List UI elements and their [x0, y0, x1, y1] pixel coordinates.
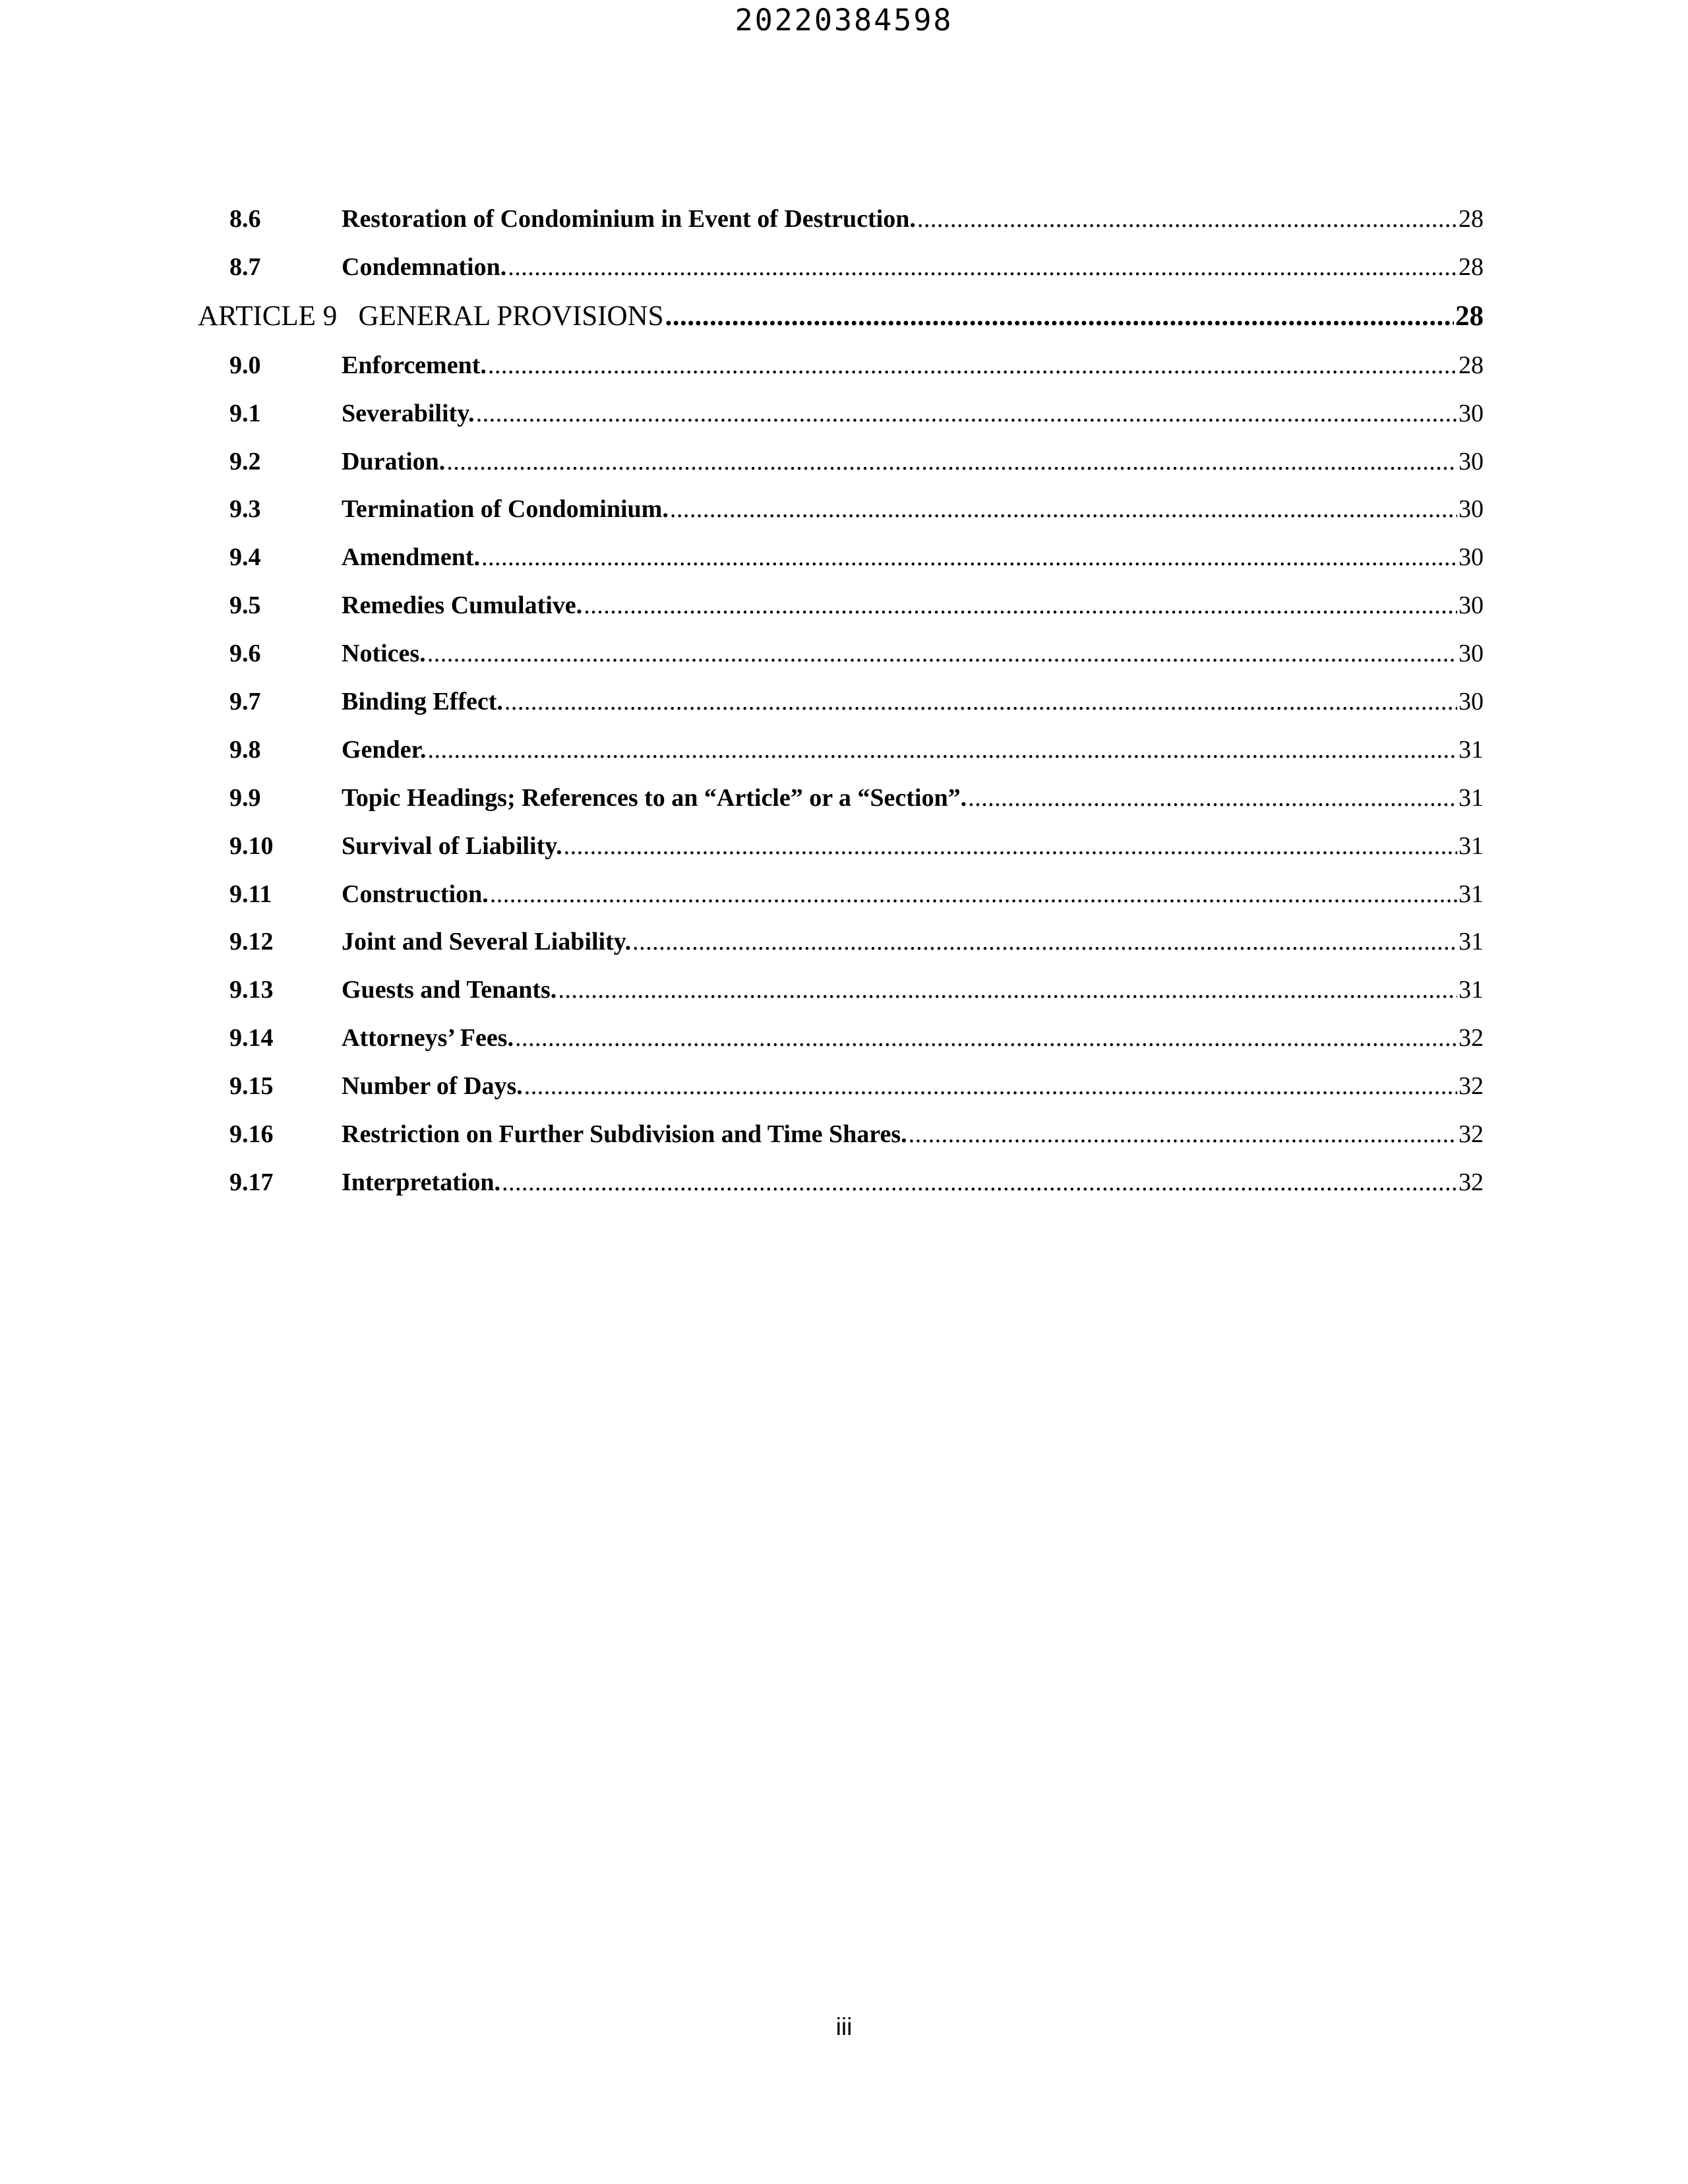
toc-entry-number: 9.8	[229, 735, 261, 764]
toc-entry-page: 32	[1459, 1168, 1484, 1196]
toc-entry-9-0[interactable]	[198, 342, 1484, 390]
toc-entry-page: 30	[1459, 640, 1484, 668]
toc-entry-8-7[interactable]	[198, 243, 1484, 291]
toc-entry-8-6[interactable]	[198, 195, 1484, 243]
dot-leader	[917, 195, 1457, 243]
toc-entry-page: 31	[1459, 976, 1484, 1004]
toc-entry-9-17[interactable]	[198, 1159, 1484, 1207]
dot-leader	[968, 774, 1457, 822]
dot-leader	[427, 726, 1457, 774]
toc-entry-title: Termination of Condominium.	[342, 495, 669, 524]
toc-entry-number: 9.0	[229, 351, 261, 379]
toc-entry-title: Interpretation.	[342, 1168, 500, 1196]
toc-entry-number: 8.6	[229, 205, 261, 233]
toc-entry-page: 30	[1459, 543, 1484, 572]
toc-entry-number: 9.3	[229, 495, 261, 524]
toc-entry-number: 9.9	[229, 783, 261, 812]
dot-leader	[558, 966, 1457, 1014]
toc-entry-title: Construction.	[342, 880, 489, 908]
toc-entry-number: 9.5	[229, 592, 261, 620]
toc-entry-number: 9.17	[229, 1168, 274, 1196]
dot-leader	[490, 870, 1457, 919]
toc-entry-9-16[interactable]	[198, 1110, 1484, 1159]
toc-entry-page: 31	[1459, 928, 1484, 956]
dot-leader	[504, 678, 1457, 726]
toc-entry-9-14[interactable]	[198, 1014, 1484, 1062]
toc-entry-page: 30	[1459, 399, 1484, 427]
toc-entry-title: Amendment.	[342, 543, 481, 572]
toc-entry-title: Enforcement.	[342, 351, 487, 379]
toc-entry-number: 9.2	[229, 447, 261, 475]
toc-entry-title: Condemnation.	[342, 253, 507, 281]
dot-leader	[508, 243, 1457, 291]
toc-entry-title: Gender.	[342, 735, 427, 764]
toc-article-page: 28	[1455, 300, 1484, 332]
toc-entry-title: Topic Headings; References to an “Article” or a “Section”.	[342, 783, 967, 812]
toc-entry-page: 31	[1459, 832, 1484, 860]
toc-entry-number: 9.13	[229, 976, 274, 1004]
dot-leader	[564, 822, 1457, 870]
toc-entry-9-11[interactable]	[198, 870, 1484, 919]
toc-entry-title: Duration.	[342, 447, 446, 475]
toc-entry-page: 28	[1459, 253, 1484, 281]
toc-entry-9-3[interactable]	[198, 485, 1484, 533]
dot-leader	[481, 533, 1457, 582]
toc-entry-page: 32	[1459, 1072, 1484, 1101]
toc-entry-number: 9.4	[229, 543, 261, 572]
toc-entry-title: Survival of Liability.	[342, 832, 562, 860]
toc-entry-title: Restoration of Condominium in Event of Destruction.	[342, 205, 916, 233]
toc-entry-number: 9.14	[229, 1024, 274, 1052]
dot-leader	[427, 630, 1457, 678]
toc-entry-9-10[interactable]	[198, 822, 1484, 870]
toc-entry-title: Remedies Cumulative.	[342, 592, 583, 620]
toc-entry-number: 9.16	[229, 1120, 274, 1149]
toc-entry-title: Notices.	[342, 640, 426, 668]
dot-leader	[502, 1159, 1457, 1207]
toc-article-title: ARTICLE 9 GENERAL PROVISIONS	[198, 300, 664, 332]
toc-entry-page: 31	[1459, 735, 1484, 764]
toc-entry-title: Number of Days.	[342, 1072, 523, 1101]
dot-leader	[446, 438, 1457, 486]
toc-entry-number: 8.7	[229, 253, 261, 281]
toc-entry-9-1[interactable]	[198, 390, 1484, 438]
toc-entry-number: 9.6	[229, 640, 261, 668]
toc-entry-page: 30	[1459, 592, 1484, 620]
toc-entry-page: 28	[1459, 205, 1484, 233]
toc-entry-9-4[interactable]	[198, 533, 1484, 582]
toc-entry-9-12[interactable]	[198, 918, 1484, 966]
document-number: 20220384598	[735, 3, 953, 38]
table-of-contents	[198, 195, 1484, 1207]
dot-leader	[515, 1014, 1457, 1062]
toc-entry-page: 32	[1459, 1024, 1484, 1052]
toc-entry-page: 28	[1459, 351, 1484, 379]
toc-entry-9-8[interactable]	[198, 726, 1484, 774]
toc-entry-number: 9.12	[229, 928, 274, 956]
toc-entry-9-13[interactable]	[198, 966, 1484, 1014]
toc-entry-title: Severability.	[342, 399, 475, 427]
page-number-footer: iii	[835, 2013, 853, 2040]
toc-entry-page: 31	[1459, 880, 1484, 908]
toc-entry-9-9[interactable]	[198, 774, 1484, 822]
toc-entry-number: 9.15	[229, 1072, 274, 1101]
dot-leader	[584, 582, 1457, 630]
dot-leader	[488, 342, 1457, 390]
dot-leader	[665, 291, 1454, 342]
toc-entry-number: 9.11	[229, 880, 272, 908]
dot-leader	[909, 1110, 1457, 1159]
dot-leader	[476, 390, 1457, 438]
toc-entry-number: 9.7	[229, 688, 261, 716]
toc-entry-page: 30	[1459, 447, 1484, 475]
dot-leader	[632, 918, 1457, 966]
toc-article-9[interactable]	[198, 291, 1484, 342]
toc-entry-9-5[interactable]	[198, 582, 1484, 630]
toc-entry-9-15[interactable]	[198, 1062, 1484, 1110]
toc-entry-page: 31	[1459, 783, 1484, 812]
toc-entry-title: Joint and Several Liability.	[342, 928, 632, 956]
toc-entry-title: Binding Effect.	[342, 688, 503, 716]
toc-entry-title: Restriction on Further Subdivision and Time Shares.	[342, 1120, 907, 1149]
toc-entry-page: 30	[1459, 688, 1484, 716]
toc-entry-number: 9.10	[229, 832, 274, 860]
dot-leader	[670, 485, 1457, 533]
toc-entry-page: 30	[1459, 495, 1484, 524]
toc-entry-page: 32	[1459, 1120, 1484, 1149]
toc-entry-9-7[interactable]	[198, 678, 1484, 726]
toc-entry-title: Guests and Tenants.	[342, 976, 557, 1004]
toc-entry-9-2[interactable]	[198, 438, 1484, 486]
toc-entry-number: 9.1	[229, 399, 261, 427]
toc-entry-9-6[interactable]	[198, 630, 1484, 678]
dot-leader	[524, 1062, 1457, 1110]
toc-entry-title: Attorneys’ Fees.	[342, 1024, 514, 1052]
